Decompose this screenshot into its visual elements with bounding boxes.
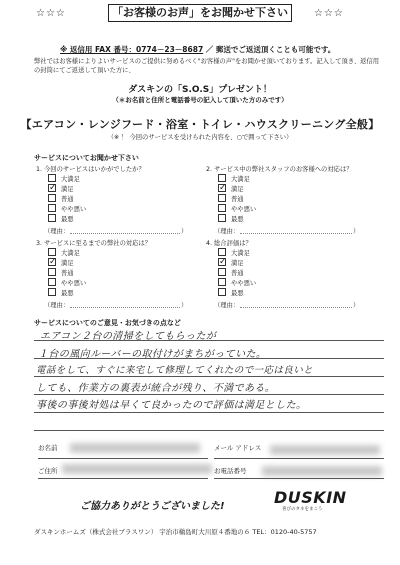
- service-note: （※ ！ 今回のサービスを受けられた内容を、○で囲って下さい）: [107, 134, 293, 141]
- checkbox[interactable]: [48, 194, 56, 202]
- checkbox[interactable]: [48, 268, 56, 276]
- option-label: 満足: [231, 186, 244, 193]
- option-label: 最悪: [231, 216, 244, 223]
- handwritten-line-5: 事後の事後対処は早くて良かったので評価は満足とした。: [36, 400, 307, 411]
- option-label: 最悪: [61, 290, 74, 297]
- checkbox[interactable]: [48, 174, 56, 182]
- mail-field[interactable]: [214, 458, 384, 459]
- checkbox[interactable]: [218, 194, 226, 202]
- option[interactable]: [48, 215, 86, 225]
- logo-tagline: 喜びのタネをまこう: [282, 507, 323, 512]
- option-label: 満足: [61, 260, 74, 267]
- name-redacted: [70, 443, 200, 453]
- option-label: 普通: [61, 196, 74, 203]
- checkbox[interactable]: [218, 288, 226, 296]
- checkbox[interactable]: [48, 288, 56, 296]
- fax-line: [60, 44, 335, 55]
- duskin-logo: DUSKIN: [274, 488, 347, 507]
- intro-text: 弊社ではお客様によりよいサービスのご提供に努めるべく"お客様の声"をお聞かせ頂いております。記入して頂き、返信用の封筒にてご返送して頂いた方に、: [34, 58, 380, 74]
- reason-label-4: （理由：: [214, 302, 240, 309]
- checkbox-checked[interactable]: ✓: [219, 183, 227, 193]
- checkbox[interactable]: [218, 214, 226, 222]
- checkbox[interactable]: [48, 214, 56, 222]
- handwritten-line-2: １台の風向ルーバーの取付けがまちがっていた。: [38, 349, 267, 360]
- option-label: 大満足: [231, 176, 250, 183]
- question-4-options: [218, 249, 256, 299]
- checkbox-checked[interactable]: ✓: [49, 257, 57, 267]
- option-label: やや悪い: [61, 206, 87, 213]
- option-label: 満足: [61, 186, 74, 193]
- reason-label-2: （理由：: [214, 228, 240, 235]
- question-4-title: 4. 総合評価は？: [206, 240, 252, 247]
- question-3-title: 3. サービスに至るまでの弊社の対応は？: [36, 240, 152, 247]
- option-label: やや悪い: [231, 280, 257, 287]
- question-3-options: [48, 249, 86, 299]
- reason-line-4[interactable]: [240, 307, 352, 308]
- handwritten-line-3: 電話をして、すぐに来宅して修理してくれたので一応は良いと: [36, 365, 314, 376]
- option-label: 満足: [231, 260, 244, 267]
- sos-note: （＊お名前と住所と電話番号の記入して頂いた方のみです）: [112, 96, 288, 104]
- reason-close-1: ）: [181, 228, 188, 235]
- checkbox-checked[interactable]: ✓: [219, 257, 227, 267]
- thanks-message: ご協力ありがとうございました!: [80, 501, 225, 512]
- survey-section-title: サービスについてお聞かせ下さい: [34, 154, 139, 162]
- name-label: お名前: [38, 444, 58, 452]
- checkbox[interactable]: [48, 278, 56, 286]
- reason-line-3[interactable]: [70, 307, 180, 308]
- option-label: 普通: [231, 270, 244, 277]
- reason-label-1: （理由：: [44, 228, 70, 235]
- header-stars-right: ☆☆☆: [314, 8, 344, 19]
- reason-close-4: ）: [353, 302, 360, 309]
- fax-tail: ／ 郵送でご返送頂くことも可能です。: [205, 45, 336, 54]
- option[interactable]: [48, 289, 86, 299]
- address-label: ご住所: [38, 467, 58, 475]
- reason-label-3: （理由：: [44, 302, 70, 309]
- mail-label: メール アドレス: [214, 444, 262, 452]
- phone-field[interactable]: [214, 478, 384, 479]
- question-1-options: [48, 175, 86, 225]
- handwritten-line-1: エアコン２台の清掃をしてもらったが: [40, 331, 217, 342]
- option-label: 普通: [61, 270, 74, 277]
- reason-line-1[interactable]: [70, 233, 180, 234]
- header-stars-left: ☆☆☆: [36, 8, 66, 19]
- checkbox-checked[interactable]: ✓: [49, 183, 57, 193]
- checkbox[interactable]: [218, 278, 226, 286]
- footer-address: ダスキンホームズ（株式会社ブラスワン） 宇治市槇島町大川原４番地の６ TEL：0120-40-5757: [34, 528, 317, 536]
- comment-line: [34, 412, 384, 413]
- option-label: 最悪: [61, 216, 74, 223]
- question-1-title: 1. 今回のサービスはいかがでしたか？: [36, 166, 145, 173]
- comment-line: [34, 376, 384, 377]
- comment-line: [34, 394, 384, 395]
- handwritten-line-4: しても、作業方の裏表が統合が残り、不満である。: [36, 383, 276, 394]
- comment-line: [34, 430, 384, 431]
- address-field[interactable]: [38, 478, 208, 479]
- question-2-title: 2. サービス中の弊社スタッフのお客様への対応は？: [206, 166, 353, 173]
- reason-close-3: ）: [181, 302, 188, 309]
- option-label: 最悪: [231, 290, 244, 297]
- phone-redacted: [262, 466, 382, 476]
- checkbox[interactable]: [48, 204, 56, 212]
- option[interactable]: [218, 289, 256, 299]
- name-field[interactable]: [38, 458, 208, 459]
- option-label: 大満足: [61, 176, 80, 183]
- checkbox[interactable]: [218, 268, 226, 276]
- question-2-options: [218, 175, 256, 225]
- option[interactable]: [218, 215, 256, 225]
- option-label: 大満足: [231, 250, 250, 257]
- checkbox[interactable]: [218, 248, 226, 256]
- option-label: やや悪い: [61, 280, 87, 287]
- option-label: 大満足: [61, 250, 80, 257]
- phone-label: お電話番号: [214, 467, 247, 475]
- option-label: やや悪い: [231, 206, 257, 213]
- option-label: 普通: [231, 196, 244, 203]
- reason-line-2[interactable]: [240, 233, 352, 234]
- checkbox[interactable]: [218, 174, 226, 182]
- reason-close-2: ）: [353, 228, 360, 235]
- fax-number: ※ 返信用 FAX 番号：0774－23－8687: [60, 45, 204, 54]
- address-redacted: [62, 464, 212, 474]
- page-title: 「お客様のお声」をお聞かせ下さい: [108, 4, 292, 22]
- checkbox[interactable]: [218, 204, 226, 212]
- comments-title: サービスについてのご意見・お気づきの点など: [34, 319, 181, 327]
- service-title: 【エアコン・レンジフード・浴室・トイレ・ハウスクリーニング全般】: [20, 118, 380, 131]
- sos-title: ダスキンの「S.O.S」プレゼント！: [128, 85, 272, 95]
- mail-redacted: [270, 445, 380, 455]
- checkbox[interactable]: [48, 248, 56, 256]
